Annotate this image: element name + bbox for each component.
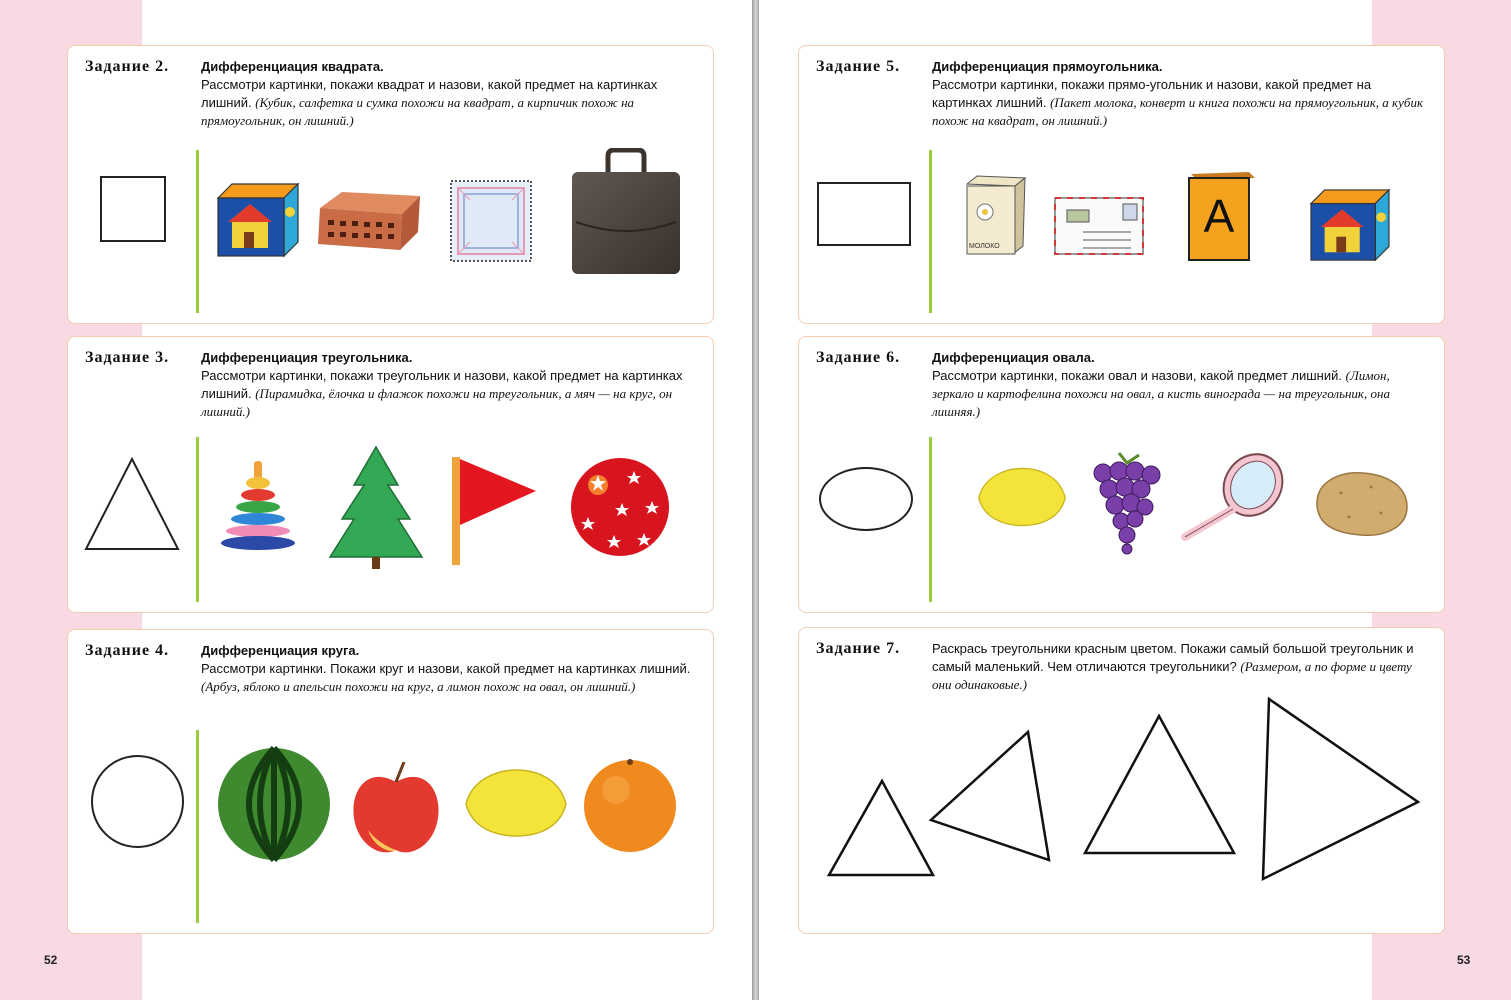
circle-shape — [91, 755, 184, 848]
task-note: (Пирамидка, ёлочка и флажок похожи на треугольник, а мяч — на круг, он лишний.) — [201, 386, 673, 419]
task-3-card — [67, 336, 714, 613]
triangle-largest[interactable] — [1263, 699, 1418, 879]
task-instruction: Рассмотри картинки, покажи прямо-угольник и назови, какой предмет на картинках лишний. — [932, 77, 1372, 110]
task-instruction: Рассмотри картинки, покажи треугольник и назови, какой предмет на картинках лишний. — [201, 368, 683, 401]
triangle-shape — [84, 455, 180, 551]
task-label: Задание 5. — [816, 58, 901, 75]
cube-picture — [1307, 186, 1391, 264]
task-title: Дифференциация круга. — [201, 643, 360, 658]
divider-line — [196, 437, 199, 602]
task-text — [201, 349, 699, 421]
task-note: (Лимон, зеркало и картофелина похожи на овал, а кисть винограда — на треугольник, она лишняя.) — [932, 368, 1390, 419]
book-letter: А — [1203, 190, 1235, 242]
napkin-picture — [448, 178, 534, 264]
milk-carton-label: МОЛОКО — [969, 243, 1000, 250]
envelope-picture — [1053, 196, 1145, 256]
task-text — [201, 58, 699, 130]
potato-picture — [1311, 469, 1411, 539]
book-gutter — [752, 0, 759, 1000]
page-number-right: 53 — [1457, 953, 1471, 967]
oval-shape — [819, 467, 913, 531]
task-instruction: Раскрась треугольники красным цветом. Покажи самый большой треугольник и самый маленький. Чем отличаются треугольники? — [932, 641, 1414, 674]
milk-carton-picture — [963, 174, 1027, 256]
fir-tree-picture — [328, 445, 424, 571]
triangles-to-color — [799, 628, 1446, 935]
pyramid-toy-picture — [218, 459, 298, 553]
apple-picture — [348, 760, 444, 860]
task-instruction: Рассмотри картинки, покажи овал и назови, какой предмет лишний. — [932, 368, 1342, 383]
hand-mirror-picture — [1175, 451, 1287, 543]
task-note: (Арбуз, яблоко и апельсин похожи на круг, а лимон похож на овал, он лишний.) — [201, 679, 636, 694]
task-2-card — [67, 45, 714, 324]
task-note: (Пакет молока, конверт и книга похожи на прямоугольник, а кубик похож на квадрат, он лишний.) — [932, 95, 1424, 128]
task-label: Задание 2. — [85, 58, 170, 75]
square-shape — [100, 176, 166, 242]
triangle-smallest[interactable] — [829, 781, 933, 875]
task-note: (Размером, а по форме и цвету они одинаковые.) — [932, 659, 1412, 692]
lemon-picture — [975, 465, 1069, 529]
task-label: Задание 6. — [816, 349, 901, 366]
task-instruction: Рассмотри картинки, покажи квадрат и назови, какой предмет на картинках лишний. — [201, 77, 658, 110]
lemon-picture — [462, 766, 570, 840]
task-text — [932, 349, 1430, 421]
task-title: Дифференциация треугольника. — [201, 350, 413, 365]
divider-line — [196, 730, 199, 923]
cube-picture — [214, 180, 300, 260]
task-note: (Кубик, салфетка и сумка похожи на квадрат, а кирпичик похож на прямоугольник, он лишний.) — [201, 95, 635, 128]
divider-line — [929, 437, 932, 602]
divider-line — [929, 150, 932, 313]
task-label: Задание 4. — [85, 642, 170, 659]
task-4-card — [67, 629, 714, 934]
triangle-medium[interactable] — [1085, 716, 1234, 853]
bag-picture — [568, 148, 684, 276]
task-6-card — [798, 336, 1445, 613]
watermelon-picture — [216, 746, 332, 862]
rectangle-shape — [817, 182, 911, 246]
book-picture — [1185, 170, 1257, 262]
task-title: Дифференциация квадрата. — [201, 59, 384, 74]
brick-picture — [314, 186, 424, 256]
task-text — [932, 58, 1430, 130]
task-title: Дифференциация овала. — [932, 350, 1095, 365]
task-label: Задание 7. — [816, 640, 901, 657]
task-7-card — [798, 627, 1445, 934]
flag-picture — [448, 455, 540, 567]
task-instruction: Рассмотри картинки. Покажи круг и назови, какой предмет на картинках лишний. — [201, 661, 691, 676]
task-label: Задание 3. — [85, 349, 170, 366]
task-5-card — [798, 45, 1445, 324]
triangle-small-tilted[interactable] — [931, 732, 1049, 860]
divider-line — [196, 150, 199, 313]
grapes-picture — [1089, 451, 1165, 555]
orange-picture — [582, 754, 678, 854]
task-title: Дифференциация прямоугольника. — [932, 59, 1163, 74]
page-number-left: 52 — [44, 953, 58, 967]
ball-picture — [568, 455, 672, 559]
task-text — [201, 642, 699, 696]
